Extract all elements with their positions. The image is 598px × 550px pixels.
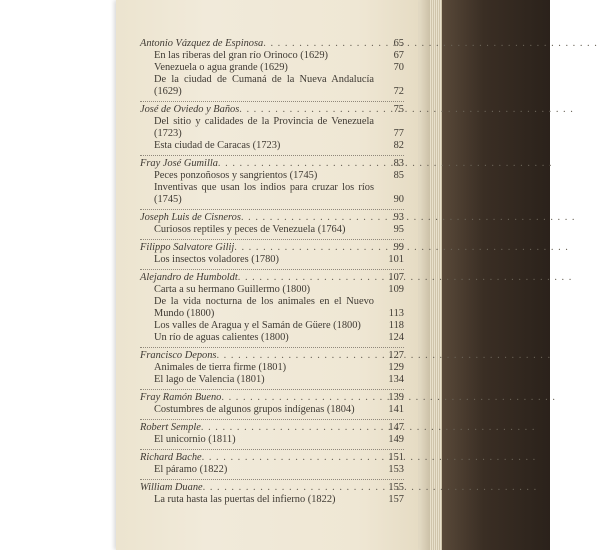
- work-page-number: 149: [388, 434, 404, 445]
- author-page-number: 107: [388, 272, 404, 283]
- author-name: Filippo Salvatore Gilij: [140, 242, 235, 253]
- dot-leader: [201, 422, 380, 434]
- work-page-number: 118: [388, 320, 404, 331]
- work-page-number: 82: [393, 140, 404, 151]
- work-title: Los valles de Aragua y el Samán de Güere (1800): [154, 320, 361, 331]
- author-name: Antonio Vázquez de Espinosa: [140, 38, 264, 49]
- toc-entry: [140, 155, 404, 206]
- author-row: [140, 392, 404, 404]
- work-title: Carta a su hermano Guillermo (1800): [154, 284, 311, 295]
- work-page-number: 72: [393, 86, 404, 97]
- author-page-number: 151: [388, 452, 404, 463]
- author-name: Robert Semple: [140, 422, 201, 433]
- work-row: [140, 494, 404, 506]
- work-row: [140, 434, 404, 446]
- author-page-number: 139: [388, 392, 404, 403]
- author-page-number: 127: [388, 350, 404, 361]
- work-title: El lago de Valencia (1801): [154, 374, 265, 385]
- work-page-number: 90: [393, 194, 404, 205]
- work-page-number: 129: [388, 362, 404, 373]
- work-page-number: 109: [388, 284, 404, 295]
- work-page-number: 77: [393, 128, 404, 139]
- work-row: [140, 170, 404, 182]
- work-title: Inventivas que usan los indios para cruzar los ríos (1745): [154, 182, 374, 205]
- work-row: [140, 362, 404, 374]
- dot-leader: [203, 482, 380, 494]
- author-page-number: 147: [388, 422, 404, 433]
- work-row: [140, 116, 404, 140]
- author-row: [140, 158, 404, 170]
- author-name: José de Oviedo y Baños: [140, 104, 240, 115]
- toc-entry: [140, 347, 404, 386]
- author-page-number: 93: [393, 212, 404, 223]
- work-page-number: 124: [388, 332, 404, 343]
- work-title: En las riberas del gran río Orinoco (1629): [154, 50, 328, 61]
- toc-entry: [140, 389, 404, 416]
- author-name: Francisco Depons: [140, 350, 217, 361]
- author-row: [140, 422, 404, 434]
- author-name: Joseph Luis de Cisneros: [140, 212, 241, 223]
- work-row: [140, 284, 404, 296]
- work-title: Un río de aguas calientes (1800): [154, 332, 289, 343]
- table-of-contents: [140, 38, 404, 509]
- work-row: [140, 182, 404, 206]
- work-page-number: 157: [388, 494, 404, 505]
- author-row: [140, 242, 404, 254]
- work-row: [140, 224, 404, 236]
- work-title: Del sitio y calidades de la Provincia de Venezuela (1723): [154, 116, 374, 139]
- work-row: [140, 404, 404, 416]
- work-page-number: 95: [393, 224, 404, 235]
- work-title: Costumbres de algunos grupos indígenas (1804): [154, 404, 355, 415]
- work-title: Los insectos voladores (1780): [154, 254, 279, 265]
- work-page-number: 70: [393, 62, 404, 73]
- author-row: [140, 104, 404, 116]
- toc-entry: [140, 38, 404, 98]
- dot-leader: [238, 272, 380, 284]
- work-row: [140, 50, 404, 62]
- author-row: [140, 212, 404, 224]
- work-title: Animales de tierra firme (1801): [154, 362, 287, 373]
- author-name: William Duane: [140, 482, 203, 493]
- author-page-number: 99: [393, 242, 404, 253]
- toc-entry: [140, 419, 404, 446]
- work-page-number: 67: [393, 50, 404, 61]
- work-title: De la vida nocturna de los animales en el Nuevo Mundo (1800): [154, 296, 374, 319]
- author-name: Fray Ramón Bueno: [140, 392, 222, 403]
- work-page-number: 101: [388, 254, 404, 265]
- author-row: [140, 452, 404, 464]
- work-page-number: 113: [388, 308, 404, 319]
- dot-leader: [218, 158, 380, 170]
- author-name: Richard Bache: [140, 452, 202, 463]
- toc-entry: [140, 209, 404, 236]
- dot-leader: [202, 452, 380, 464]
- toc-entry: [140, 239, 404, 266]
- author-page-number: 155: [388, 482, 404, 493]
- work-page-number: 141: [388, 404, 404, 415]
- work-row: [140, 296, 404, 320]
- work-title: Esta ciudad de Caracas (1723): [154, 140, 281, 151]
- author-name: Alejandro de Humboldt: [140, 272, 238, 283]
- dot-leader: [234, 242, 380, 254]
- work-row: [140, 74, 404, 98]
- toc-entry: [140, 449, 404, 476]
- work-row: [140, 140, 404, 152]
- author-name: Fray José Gumilla: [140, 158, 218, 169]
- work-row: [140, 374, 404, 386]
- work-title: El unicornio (1811): [154, 434, 236, 445]
- author-page-number: 83: [393, 158, 404, 169]
- dot-leader: [241, 212, 380, 224]
- work-page-number: 153: [388, 464, 404, 475]
- author-row: [140, 482, 404, 494]
- work-row: [140, 320, 404, 332]
- work-title: Venezuela o agua grande (1629): [154, 62, 288, 73]
- work-page-number: 134: [388, 374, 404, 385]
- toc-entry: [140, 479, 404, 506]
- work-title: La ruta hasta las puertas del infierno (1822): [154, 494, 336, 505]
- dot-leader: [221, 392, 380, 404]
- author-row: [140, 38, 404, 50]
- author-row: [140, 350, 404, 362]
- author-row: [140, 272, 404, 284]
- author-page-number: 75: [393, 104, 404, 115]
- book-page: [116, 0, 418, 550]
- dot-leader: [239, 104, 380, 116]
- dot-leader: [216, 350, 380, 362]
- author-page-number: 65: [393, 38, 404, 49]
- dot-leader: [263, 38, 380, 50]
- work-title: Curiosos reptiles y peces de Venezuela (1764): [154, 224, 346, 235]
- work-row: [140, 62, 404, 74]
- toc-entry: [140, 269, 404, 344]
- work-page-number: 85: [393, 170, 404, 181]
- work-row: [140, 464, 404, 476]
- work-title: De la ciudad de Cumaná de la Nueva Andalucía (1629): [154, 74, 374, 97]
- toc-entry: [140, 101, 404, 152]
- work-row: [140, 332, 404, 344]
- work-title: Peces ponzoñosos y sangrientos (1745): [154, 170, 318, 181]
- work-row: [140, 254, 404, 266]
- work-title: El páramo (1822): [154, 464, 228, 475]
